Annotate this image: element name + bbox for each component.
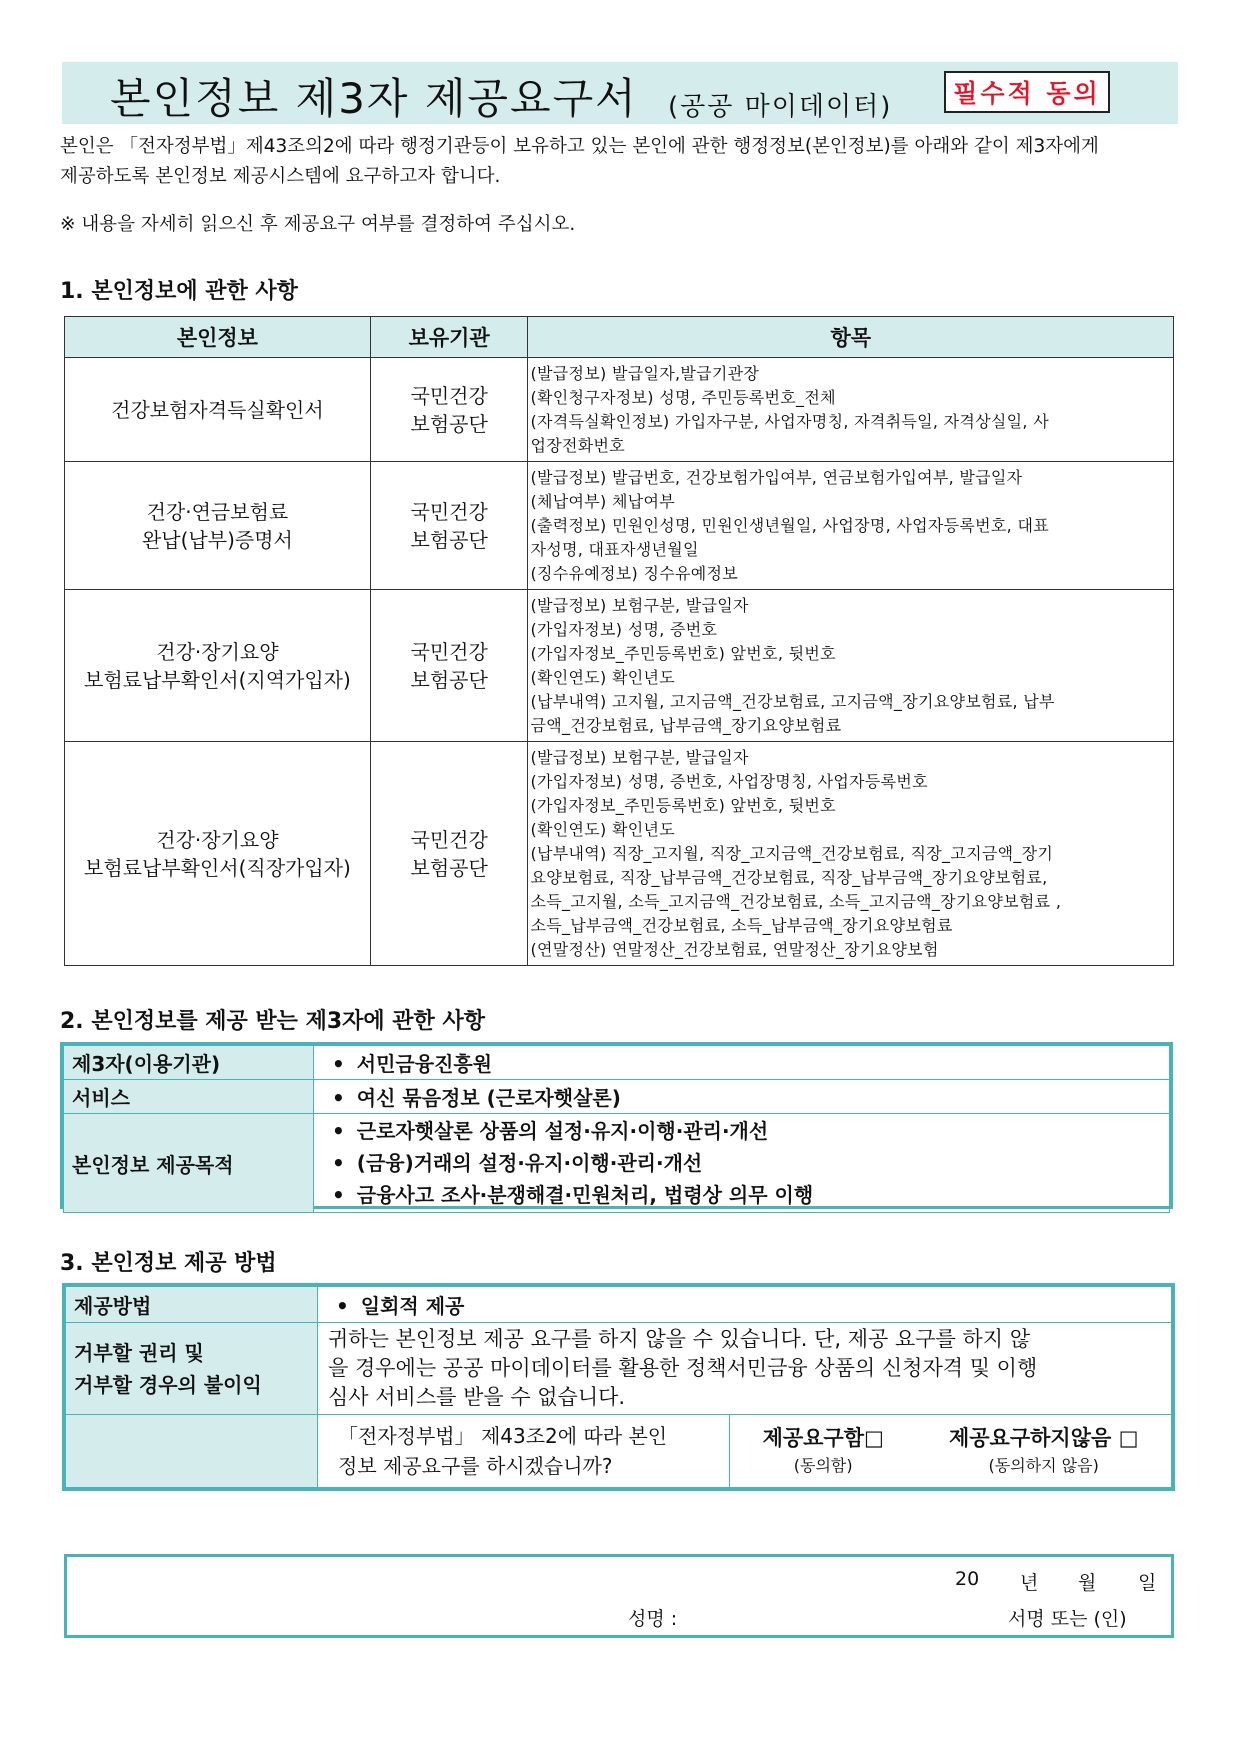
table-row — [64, 1080, 1170, 1114]
info-name: 건강·장기요양 보험료납부확인서(직장가입자) — [65, 742, 371, 966]
document-subtitle: (공공 마이데이터) — [668, 92, 893, 122]
info-name: 건강보험자격득실확인서 — [65, 358, 371, 462]
table-row — [65, 590, 1174, 742]
table-row — [64, 1046, 1170, 1080]
purpose-item: • (금융)거래의 설정·유지·이행·관리·개선 — [332, 1147, 1168, 1179]
section1-title: 1. 본인정보에 관한 사항 — [60, 279, 298, 304]
date-year: 년 — [1020, 1572, 1039, 1594]
service-value: • 여신 묶음정보 (근로자햇살론) — [314, 1080, 1170, 1114]
table-header-row — [65, 317, 1174, 358]
section2-title: 2. 본인정보를 제공 받는 제3자에 관한 사항 — [60, 1009, 485, 1034]
purpose-item: • 근로자햇살론 상품의 설정·유지·이행·관리·개선 — [332, 1115, 1168, 1147]
info-items: (발급정보) 보험구분, 발급일자 (가입자정보) 성명, 증번호, 사업장명칭, 사업자등록번호 (가입자정보_주민등록번호) 앞번호, 뒷번호 (확인연도) 확인년도 (납부내역) 직장_고지월, 직장_고지금액_건강보험료, 직장_고지금액_장기 요양보험료, 직장_납부금액_건강보험료, 직장_납부금액_장기요양보험료, 소득_고지월, 소득_고지금액_건강보험료, 소득_고지금액_장기요양보험료 , 소득_납부금액_건강보험료, 소득_납부금액_장기요양보험료 (연말정산) 연말정산_건강보험료, 연말정산_장기요양보험 — [528, 742, 1174, 966]
method-value: • 일회적 제공 — [318, 1287, 1172, 1323]
empty-label-cell — [66, 1415, 318, 1488]
info-items: (발급정보) 보험구분, 발급일자 (가입자정보) 성명, 증번호 (가입자정보_주민등록번호) 앞번호, 뒷번호 (확인연도) 확인년도 (납부내역) 고지월, 고지금액_건강보험료, 고지금액_장기요양보험료, 납부 금액_건강보험료, 납부금액_장기요양보험료 — [528, 590, 1174, 742]
date-month: 월 — [1078, 1572, 1097, 1594]
info-items: (발급정보) 발급번호, 건강보험가입여부, 연금보험가입여부, 발급일자 (체납여부) 체납여부 (출력정보) 민원인성명, 민원인생년월일, 사업장명, 사업자등록번호, 대표 자성명, 대표자생년월일 (징수유예정보) 징수유예정보 — [528, 462, 1174, 590]
table-row — [65, 462, 1174, 590]
third-party-box — [60, 1042, 1173, 1209]
info-org: 국민건강 보험공단 — [370, 462, 528, 590]
section3-title: 3. 본인정보 제공 방법 — [60, 1251, 277, 1276]
intro-line-1: 본인은 「전자정부법」제43조의2에 따라 행정기관등이 보유하고 있는 본인에 관한 행정정보(본인정보)를 아래와 같이 제3자에게 — [60, 136, 1099, 157]
sign-label: 서명 또는 (인) — [1008, 1608, 1127, 1630]
header-org: 보유기관 — [370, 317, 528, 358]
third-party-table — [63, 1045, 1170, 1213]
info-name: 건강·장기요양 보험료납부확인서(지역가입자) — [65, 590, 371, 742]
required-consent-badge: 필수적 동의 — [944, 71, 1110, 113]
purpose-label: 본인정보 제공목적 — [64, 1114, 314, 1213]
third-party-label: 제3자(이용기관) — [64, 1046, 314, 1080]
header-items: 항목 — [528, 317, 1174, 358]
header-info: 본인정보 — [65, 317, 371, 358]
personal-info-table — [64, 316, 1174, 966]
disagree-sub-label: (동의하지 않음) — [988, 1456, 1099, 1475]
service-label: 서비스 — [64, 1080, 314, 1114]
intro-line-2: 제공하도록 본인정보 제공시스템에 요구하고자 합니다. — [60, 166, 501, 187]
table-row — [66, 1287, 1172, 1323]
date-year-prefix: 20 — [955, 1568, 980, 1590]
third-party-value: • 서민금융진흥원 — [314, 1046, 1170, 1080]
info-org: 국민건강 보험공단 — [370, 590, 528, 742]
agree-option[interactable] — [763, 1423, 884, 1479]
intro-note: ※ 내용을 자세히 읽으신 후 제공요구 여부를 결정하여 주십시오. — [60, 214, 576, 235]
table-row — [66, 1323, 1172, 1415]
consent-options — [730, 1415, 1172, 1488]
agree-sub-label: (동의함) — [793, 1456, 853, 1475]
refuse-text: 귀하는 본인정보 제공 요구를 하지 않을 수 있습니다. 단, 제공 요구를 하지 않 을 경우에는 공공 마이데이터를 활용한 정책서민금융 상품의 신청자격 및 이행 심사 서비스를 받을 수 없습니다. — [318, 1323, 1172, 1415]
agree-checkbox-label[interactable]: 제공요구함□ — [762, 1426, 884, 1450]
table-row — [64, 1114, 1170, 1213]
disagree-checkbox-label[interactable]: 제공요구하지않음 □ — [948, 1426, 1139, 1450]
provision-method-box — [62, 1283, 1175, 1491]
purpose-list — [314, 1114, 1170, 1213]
table-row — [66, 1415, 1172, 1488]
document-title: 본인정보 제3자 제공요구서 — [110, 74, 638, 123]
name-label: 성명 : — [628, 1608, 678, 1630]
disagree-option[interactable] — [949, 1423, 1138, 1479]
info-org: 국민건강 보험공단 — [370, 358, 528, 462]
refuse-label: 거부할 권리 및 거부할 경우의 불이익 — [66, 1323, 318, 1415]
purpose-item: • 금융사고 조사·분쟁해결·민원처리, 법령상 의무 이행 — [332, 1179, 1168, 1211]
info-org: 국민건강 보험공단 — [370, 742, 528, 966]
table-row — [65, 358, 1174, 462]
consent-question: 「전자정부법」 제43조2에 따라 본인 정보 제공요구를 하시겠습니까? — [318, 1415, 730, 1488]
provision-method-table — [65, 1286, 1172, 1488]
table-row — [65, 742, 1174, 966]
date-day: 일 — [1138, 1572, 1157, 1594]
method-label: 제공방법 — [66, 1287, 318, 1323]
info-name: 건강·연금보험료 완납(납부)증명서 — [65, 462, 371, 590]
info-items: (발급정보) 발급일자,발급기관장 (확인청구자정보) 성명, 주민등록번호_전체 (자격득실확인정보) 가입자구분, 사업자명칭, 자격취득일, 자격상실일, 사 업장전화번호 — [528, 358, 1174, 462]
